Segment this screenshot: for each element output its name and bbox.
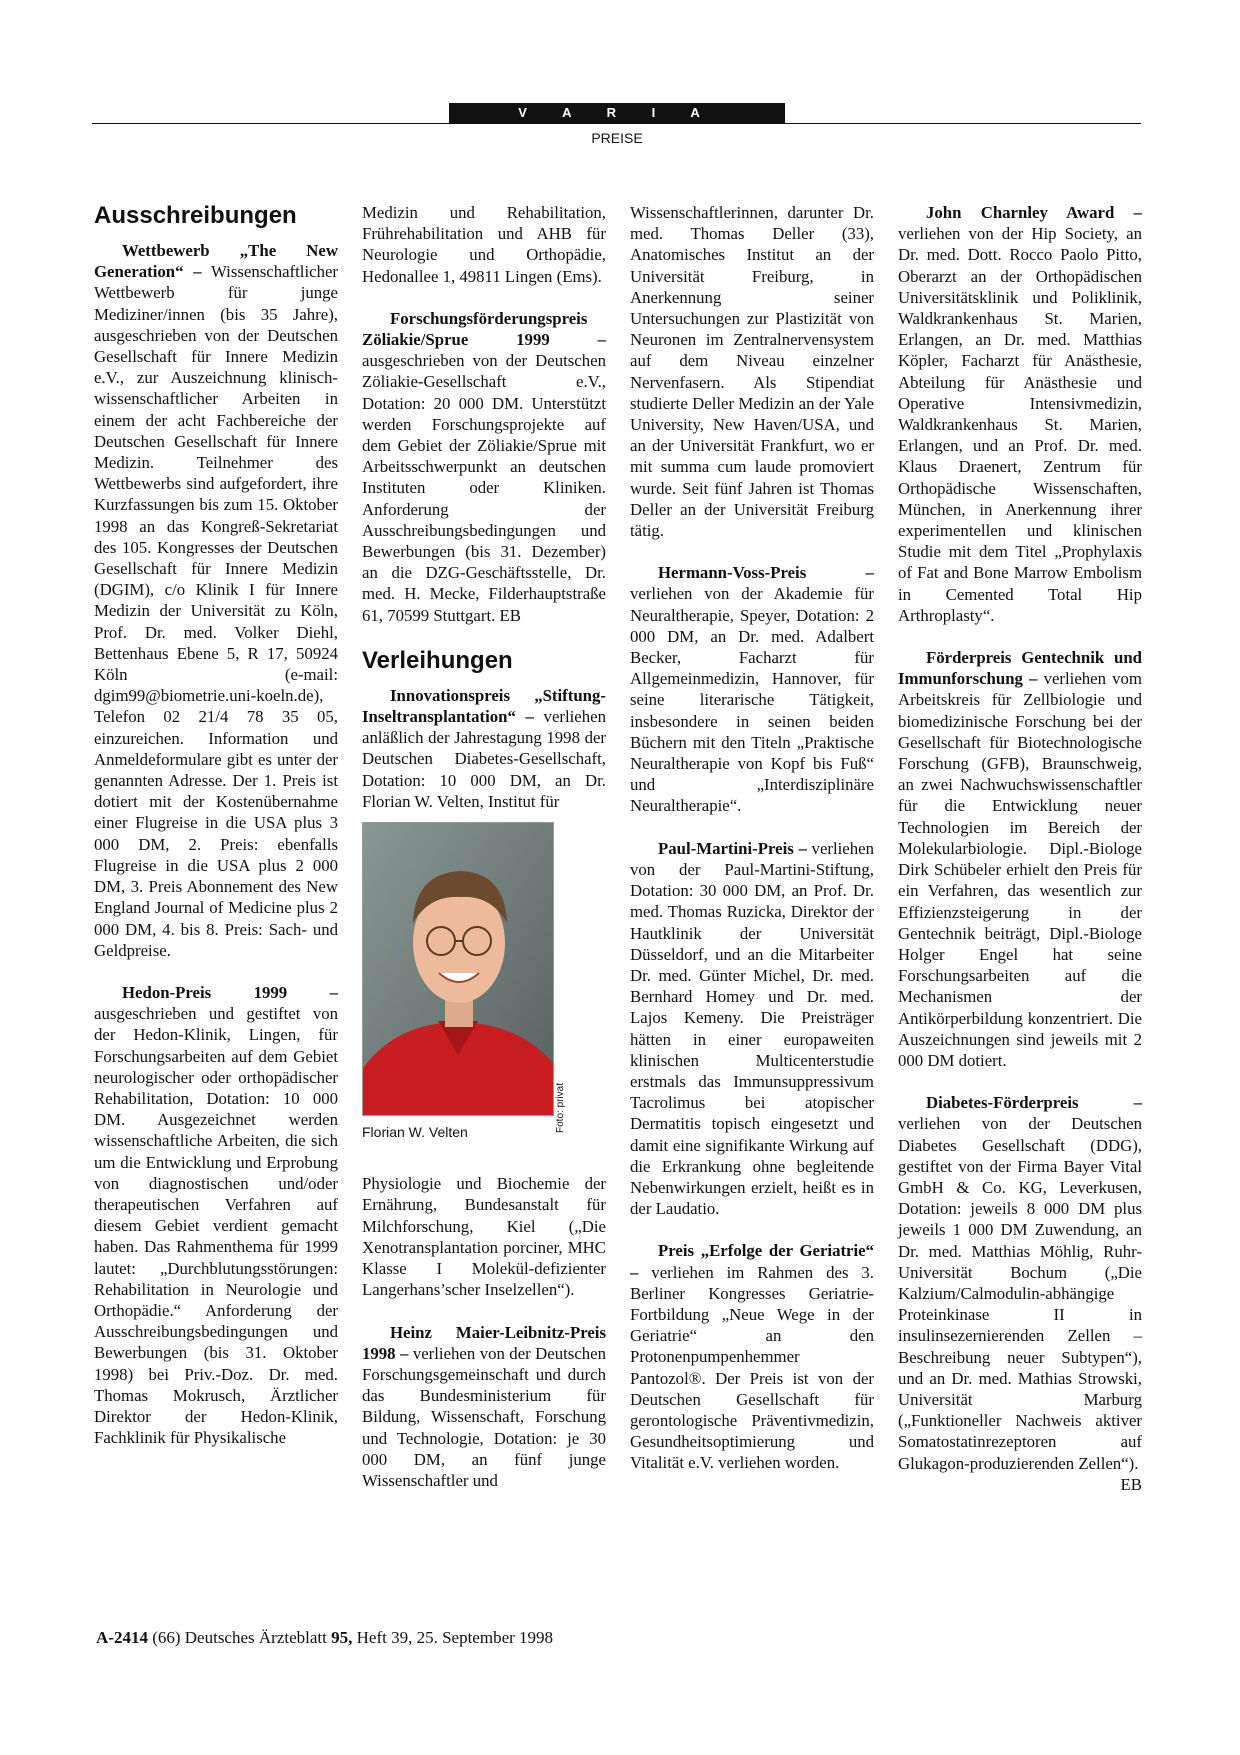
section-subheader: PREISE	[591, 130, 643, 146]
article-maier-leibnitz	[362, 1322, 606, 1492]
section-title-ausschreibungen: Ausschreibungen	[94, 202, 297, 229]
section-header-bar: V A R I A	[449, 103, 785, 123]
article-zoeliakie	[362, 308, 606, 626]
article-lead: Heinz Maier-Leibnitz-Preis 1998 –	[362, 1322, 606, 1363]
article-lead: Preis „Erfolge der Geriatrie“ –	[630, 1241, 874, 1282]
footer-issue: Heft 39, 25. September 1998	[352, 1628, 554, 1647]
article-body: verliehen im Rahmen des 3. Berliner Kongresses Geriatrie-Fortbildung „Neue Wege in der Geriatrie“ an den Protonenpumpenhemmer Pantozol®. Der Preis ist von der Deutschen Gesellschaft für gerontologische Präventivmedizin, Gesundheitsoptimierung und Vitalität e.V. verliehen worden.	[630, 1262, 874, 1473]
article-lead: Forschungsförderungspreis Zöliakie/Sprue 1999 –	[362, 308, 606, 350]
article-body: verliehen von der Paul-Martini-Stiftung, Dotation: 30 000 DM, an Prof. Dr. med. Thomas Ruzicka, Direktor der Hautklinik der Universität Düsseldorf, und an die Mitarbeiter Dr. med. Günter Michel, Dr. med. Bernhard Homey und Dr. med. Lajos Kemeny. Die Preisträger hätten in einer europaweiten klinischen Multicenterstudie erstmals das Immunsuppressivum Tacrolimus bei atopischer Dermatitis topisch eingesetzt und damit eine signifikante Wirkung auf die Erkrankung ohne begleitende Nebenwirkungen erzielt, heißt es in der Laudatio.	[630, 838, 874, 1219]
header-rule	[92, 123, 1141, 124]
column-2	[362, 202, 606, 1512]
article-body: verliehen anläßlich der Jahrestagung 1998 der Deutschen Diabetes-Gesellschaft, Dotation: 10 000 DM, an Dr. Florian W. Velten, Institut für	[362, 707, 606, 811]
article-body: verliehen von der Deutschen Forschungsgemeinschaft und durch das Bundesministerium für Bildung, Wissenschaft, Forschung und Technologie, Dotation: je 30 000 DM, an fünf junge Wissenschaftler und	[362, 1343, 606, 1490]
article-lead: Innovationspreis „Stiftung-Inseltransplantation“ –	[362, 685, 606, 727]
article-hedon-preis-cont	[362, 202, 606, 287]
article-lead: Hedon-Preis 1999 –	[122, 982, 338, 1002]
photo-credit: Foto: privat	[555, 1082, 566, 1133]
article-innovationspreis	[362, 685, 606, 812]
column-3	[630, 202, 874, 1495]
article-lead: Wettbewerb „The New Generation“ –	[94, 241, 338, 282]
portrait-photo	[362, 822, 554, 1116]
article-body: Wissenschaftlerinnen, darunter Dr. med. Thomas Deller (33), Anatomisches Institut an der Universität Freiburg, in Anerkennung seiner Untersuchungen zur Plastizität von Neuronen im Zentralnervensystem auf dem Niveau einzelner Nervenfasern. Als Stipendiat studierte Deller Medizin an der Yale University, New Haven/USA, und an der Universität Frankfurt, wo er mit summa cum laude promoviert wurde. Seit fünf Jahren ist Thomas Deller an der Universität Freiburg tätig.	[630, 203, 874, 541]
article-lead: Förderpreis Gentechnik und Immunforschung –	[898, 648, 1142, 689]
article-diabetes-foerderpreis	[898, 1092, 1142, 1494]
author-sign: EB	[499, 605, 521, 625]
article-paul-martini	[630, 838, 874, 1220]
page-footer	[96, 1628, 553, 1648]
section-title-verleihungen: Verleihungen	[362, 646, 513, 674]
author-sign: EB	[1120, 1474, 1142, 1494]
article-body: Wissenschaftlicher Wettbewerb für junge Mediziner/innen (bis 35 Jahre), ausgeschrieben von der Deutschen Gesellschaft für Innere Medizin e.V., zur Auszeichnung klinisch-wissenschaftlicher Arbeiten in einem der acht Fachbereiche der Deutschen Gesellschaft für Innere Medizin. Teilnehmer des Wettbewerbs sind aufgefordert, ihre Kurzfassungen bis zum 15. Oktober 1998 an das Kongreß-Sekretariat des 105. Kongresses der Deutschen Gesellschaft für Innere Medizin (DGIM), c/o Klinik I für Innere Medizin der Universität zu Köln, Prof. Dr. med. Volker Diehl, Bettenhaus Ebene 5, R 17, 50924 Köln (e-mail: dgim99@biometrie.uni-koeln.de), Telefon 02 21/4 78 35 05, einzureichen. Information und Anmeldeformulare gibt es unter der genannten Adresse. Der 1. Preis ist dotiert mit der Kostenübernahme einer Flugreise in die USA plus 3 000 DM, 2. Preis: ebenfalls Flugreise in die USA plus 2 000 DM, 3. Preis Abonnement des New England Journal of Medicine plus 2 000 DM, 4. bis 8. Preis: Sach- und Geldpreise.	[94, 262, 338, 960]
footer-text: (66) Deutsches Ärzteblatt	[147, 1628, 332, 1647]
article-lead: Diabetes-Förderpreis –	[926, 1093, 1142, 1113]
article-body: ausgeschrieben von der Deutschen Zöliakie-Gesellschaft e.V., Dotation: 20 000 DM. Unterstützt werden Forschungsprojekte auf dem Gebiet der Zöliakie/Sprue mit Arbeitsschwerpunkt an deutschen Instituten oder Kliniken. Anforderung der Ausschreibungsbedingungen und Bewerbungen (bis 31. Dezember) an die DZG-Geschäftsstelle, Dr. med. H. Mecke, Filderhauptstraße 61, 70599 Stuttgart.	[362, 351, 606, 625]
article-body: Medizin und Rehabilitation, Frührehabilitation und AHB für Neurologie und Orthopädie, Hedonallee 1, 49811 Lingen (Ems).	[362, 203, 606, 286]
article-john-charnley	[898, 202, 1142, 626]
article-body: ausgeschrieben und gestiftet von der Hedon-Klinik, Lingen, für Forschungsarbeiten auf dem Gebiet neurologischer oder orthopädischer Rehabilitation, Dotation: 10 000 DM. Ausgezeichnet werden wissenschaftliche Arbeiten, die sich um die Entwicklung und Erprobung von diagnostischen und/oder therapeutischen Verfahren auf diesem Gebiet verdient gemacht haben. Das Rahmenthema für 1999 lautet: „Durchblutungsstörungen: Rehabilitation in Neurologie und Orthopädie.“ Anforderung der Ausschreibungsbedingungen und Bewerbungen (bis 31. Oktober 1998) bei Priv.-Doz. Dr. med. Thomas Mokrusch, Ärztlicher Direktor der Hedon-Klinik, Fachklinik für Physikalische	[94, 1004, 338, 1448]
article-foerderpreis-gentechnik	[898, 647, 1142, 1071]
column-4	[898, 202, 1142, 1495]
article-maier-leibnitz-cont	[630, 202, 874, 541]
article-geriatrie	[630, 1240, 874, 1473]
page-code: A-2414	[96, 1628, 148, 1647]
photo-caption: Florian W. Velten	[362, 1124, 468, 1141]
article-body: verliehen vom Arbeitskreis für Zellbiologie und biomedizinische Forschung bei der Gesellschaft für Biotechnologische Forschung (GFB), Braunschweig, an zwei Nachwuchswissenschaftler für die Entwicklung neuer Technologien im Bereich der Molekularbiologie. Dipl.-Biologe Dirk Schübeler erhielt den Preis für ein Verfahren, das wesentlich zur Effizienzsteigerung in der Gentechnik beiträgt, Dipl.-Biologe Holger Engel hat seine Forschungsarbeiten auf die Mechanismen der Antikörperbildung konzentriert. Die Auszeichnungen sind jeweils mit 2 000 DM dotiert.	[898, 669, 1142, 1070]
article-hermann-voss	[630, 562, 874, 816]
article-body: verliehen von der Akademie für Neuraltherapie, Speyer, Dotation: 2 000 DM, an Dr. med. Adalbert Becker, Facharzt für Allgemeinmedizin, Hannover, für seine literarische Tätigkeit, insbesondere in seinen beiden Büchern mit den Titeln „Praktische Neuraltherapie von Kopf bis Fuß“ und „Interdisziplinäre Neuraltherapie“.	[630, 584, 874, 816]
article-lead: Paul-Martini-Preis –	[658, 838, 807, 858]
footer-volume: 95,	[331, 1628, 353, 1647]
article-lead: John Charnley Award –	[926, 203, 1142, 222]
article-innovationspreis-cont	[362, 1173, 606, 1300]
article-body: verliehen von der Hip Society, an Dr. med. Dott. Rocco Paolo Pitto, Oberarzt an der Orthopädischen Universitätsklinik und Poliklinik, Waldkrankenhaus St. Marien, Erlangen, an Dr. med. Matthias Köpler, Facharzt für Anästhesie, Abteilung für Anästhesie und Operative Intensivmedizin, Waldkrankenhaus St. Marien, Erlangen, und an Prof. Dr. med. Klaus Draenert, Zentrum für Orthopädische Wissenschaften, München, in Anerkennung ihrer experimentellen und klinischen Studie mit dem Titel „Prophylaxis of Fat and Bone Marrow Embolism in Cemented Total Hip Arthroplasty“.	[898, 224, 1142, 625]
article-lead: Hermann-Voss-Preis –	[658, 563, 874, 583]
portrait-illustration	[363, 823, 553, 1115]
article-hedon-preis	[94, 982, 338, 1448]
column-1	[94, 202, 338, 1469]
article-body: verliehen von der Deutschen Diabetes Gesellschaft (DDG), gestiftet von der Firma Bayer Vital GmbH & Co. KG, Leverkusen, Dotation: jeweils 8 000 DM plus jeweils 1 000 DM Zuwendung, an Dr. med. Matthias Möhlig, Ruhr-Universität Bochum („Die Kalzium/Calmodulin-abhängige Proteinkinase II in insulinsezernierenden Zellen – Beschreibung neuer Subtypen“), und an Dr. med. Mathias Strowski, Universität Marburg („Funktioneller Nachweis aktiver Somatostatinrezeptoren auf Glukagon-produzierenden Zellen“).	[898, 1114, 1142, 1473]
article-wettbewerb	[94, 240, 338, 961]
article-body: Physiologie und Biochemie der Ernährung, Bundesanstalt für Milchforschung, Kiel („Die Xenotransplantation porciner, MHC Klasse I Molekül-defizienter Langerhans’scher Inselzellen“).	[362, 1174, 606, 1300]
